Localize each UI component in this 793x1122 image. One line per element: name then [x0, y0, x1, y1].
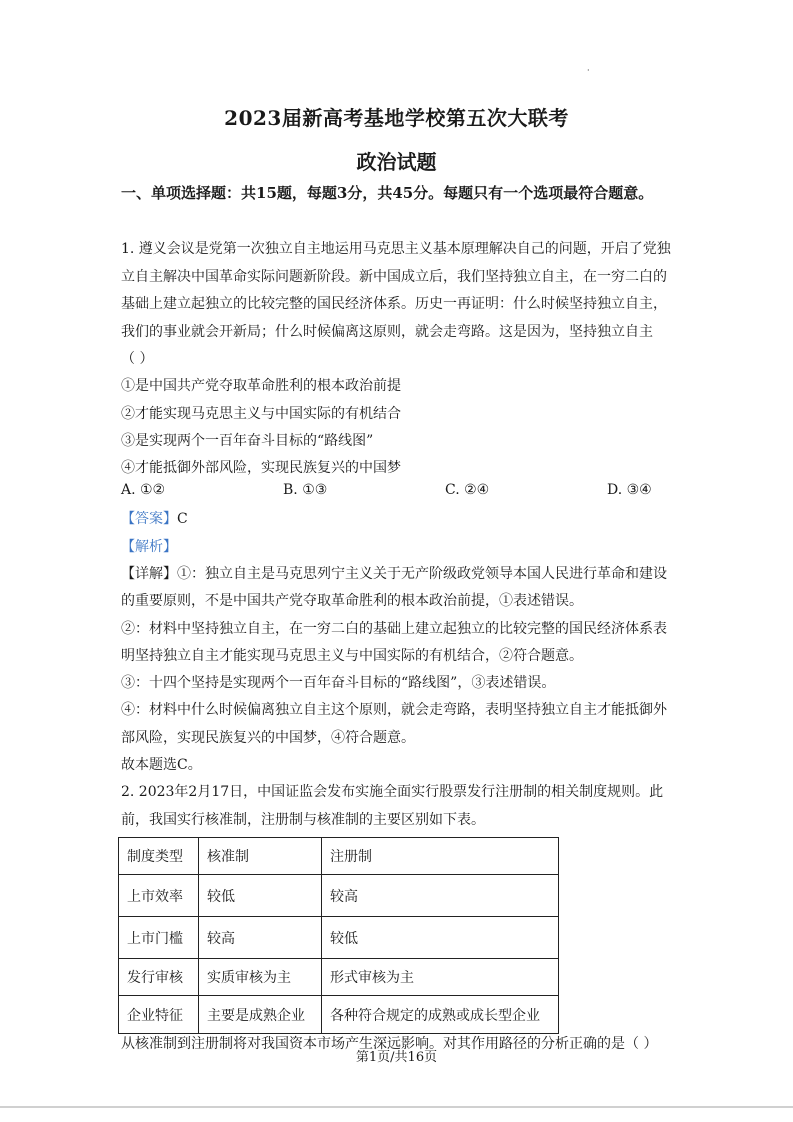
- table-cell: 较高: [199, 917, 322, 959]
- q1-stem-line: 立自主解决中国革命实际问题新阶段。新中国成立后，我们坚持独立自主，在一穷二白的: [121, 269, 667, 285]
- analysis-tag: 【解析】: [121, 539, 177, 555]
- table-cell: 主要是成熟企业: [199, 996, 322, 1034]
- table-cell: 各种符合规定的成熟或成长型企业: [322, 996, 559, 1034]
- table-cell: 实质审核为主: [199, 959, 322, 996]
- q1-conclusion: 故本题选C。: [121, 757, 202, 773]
- q1-option-b: B. ①③: [283, 482, 328, 498]
- table-row: [119, 959, 559, 996]
- q2-question-line: 从核准制到注册制将对我国资本市场产生深远影响。对其作用路径的分析正确的是（ ）: [121, 1036, 658, 1052]
- q1-stem-line: 1. 遵义会议是党第一次独立自主地运用马克思主义基本原理解决自己的问题，开启了党独: [121, 241, 671, 257]
- table-header-cell: 制度类型: [119, 838, 199, 875]
- decorative-dot: ·: [587, 66, 590, 75]
- q2-stem-line: 前，我国实行核准制，注册制与核准制的主要区别如下表。: [121, 812, 485, 828]
- q2-stem-line: 2. 2023年2月17日，中国证监会发布实施全面实行股票发行注册制的相关制度规则。此: [121, 784, 664, 800]
- q1-explanation-line: 部风险，实现民族复兴的中国梦，④符合题意。: [121, 730, 415, 746]
- q1-explanation-line: 【详解】①：独立自主是马克思列宁主义关于无产阶级政党领导本国人民进行革命和建设: [121, 566, 667, 582]
- table-cell: 较高: [322, 875, 559, 917]
- q1-answer: [121, 509, 188, 529]
- answer-tag: 【答案】: [121, 511, 177, 527]
- exam-title: 2023届新高考基地学校第五次大联考: [224, 106, 569, 130]
- table-header-row: [119, 838, 559, 875]
- q1-answer-blank: （ ）: [121, 351, 154, 367]
- comparison-table: [118, 837, 559, 1034]
- q1-stem-line: 基础上建立起独立的比较完整的国民经济体系。历史一再证明：什么时候坚持独立自主，: [121, 296, 667, 312]
- q1-explanation-line: ③：十四个坚持是实现两个一百年奋斗目标的“路线图”，③表述错误。: [121, 675, 556, 691]
- table-cell: 较低: [322, 917, 559, 959]
- q1-option-a: A. ①②: [121, 482, 166, 498]
- table-cell: 发行审核: [119, 959, 199, 996]
- q1-explanation-line: ②：材料中坚持独立自主，在一穷二白的基础上建立起独立的比较完整的国民经济体系表: [121, 621, 667, 637]
- q1-statement: ①是中国共产党夺取革命胜利的根本政治前提: [121, 378, 401, 394]
- q1-statement: ②才能实现马克思主义与中国实际的有机结合: [121, 406, 401, 422]
- table-cell: 上市效率: [119, 875, 199, 917]
- q1-stem-line: 我们的事业就会开新局；什么时候偏离这原则，就会走弯路。这是因为，坚持独立自主: [121, 324, 653, 340]
- table-header-cell: 注册制: [322, 838, 559, 875]
- page-number: 第1页/共16页: [355, 1050, 438, 1065]
- q1-option-c: C. ②④: [445, 482, 490, 498]
- table-header-cell: 核准制: [199, 838, 322, 875]
- q1-statement: ④才能抵御外部风险，实现民族复兴的中国梦: [121, 460, 401, 476]
- q1-statement: ③是实现两个一百年奋斗目标的“路线图”: [121, 433, 374, 449]
- table-cell: 较低: [199, 875, 322, 917]
- page-divider: [0, 1106, 793, 1108]
- q1-explanation-line: 明坚持独立自主才能实现马克思主义与中国实际的有机结合，②符合题意。: [121, 648, 583, 664]
- q1-explanation-line: ④：材料中什么时候偏离独立自主这个原则，就会走弯路，表明坚持独立自主才能抵御外: [121, 702, 667, 718]
- table-row: [119, 875, 559, 917]
- q1-option-d: D. ③④: [607, 482, 652, 498]
- q1-explanation-line: 的重要原则，不是中国共产党夺取革命胜利的根本政治前提，①表述错误。: [121, 593, 583, 609]
- table-cell: 形式审核为主: [322, 959, 559, 996]
- section-heading: 一、单项选择题：共15题，每题3分，共45分。每题只有一个选项最符合题意。: [121, 184, 654, 202]
- table-row: [119, 996, 559, 1034]
- exam-subtitle: 政治试题: [356, 150, 437, 174]
- answer-value: C: [177, 511, 188, 527]
- table-cell: 上市门槛: [119, 917, 199, 959]
- table-row: [119, 917, 559, 959]
- table-cell: 企业特征: [119, 996, 199, 1034]
